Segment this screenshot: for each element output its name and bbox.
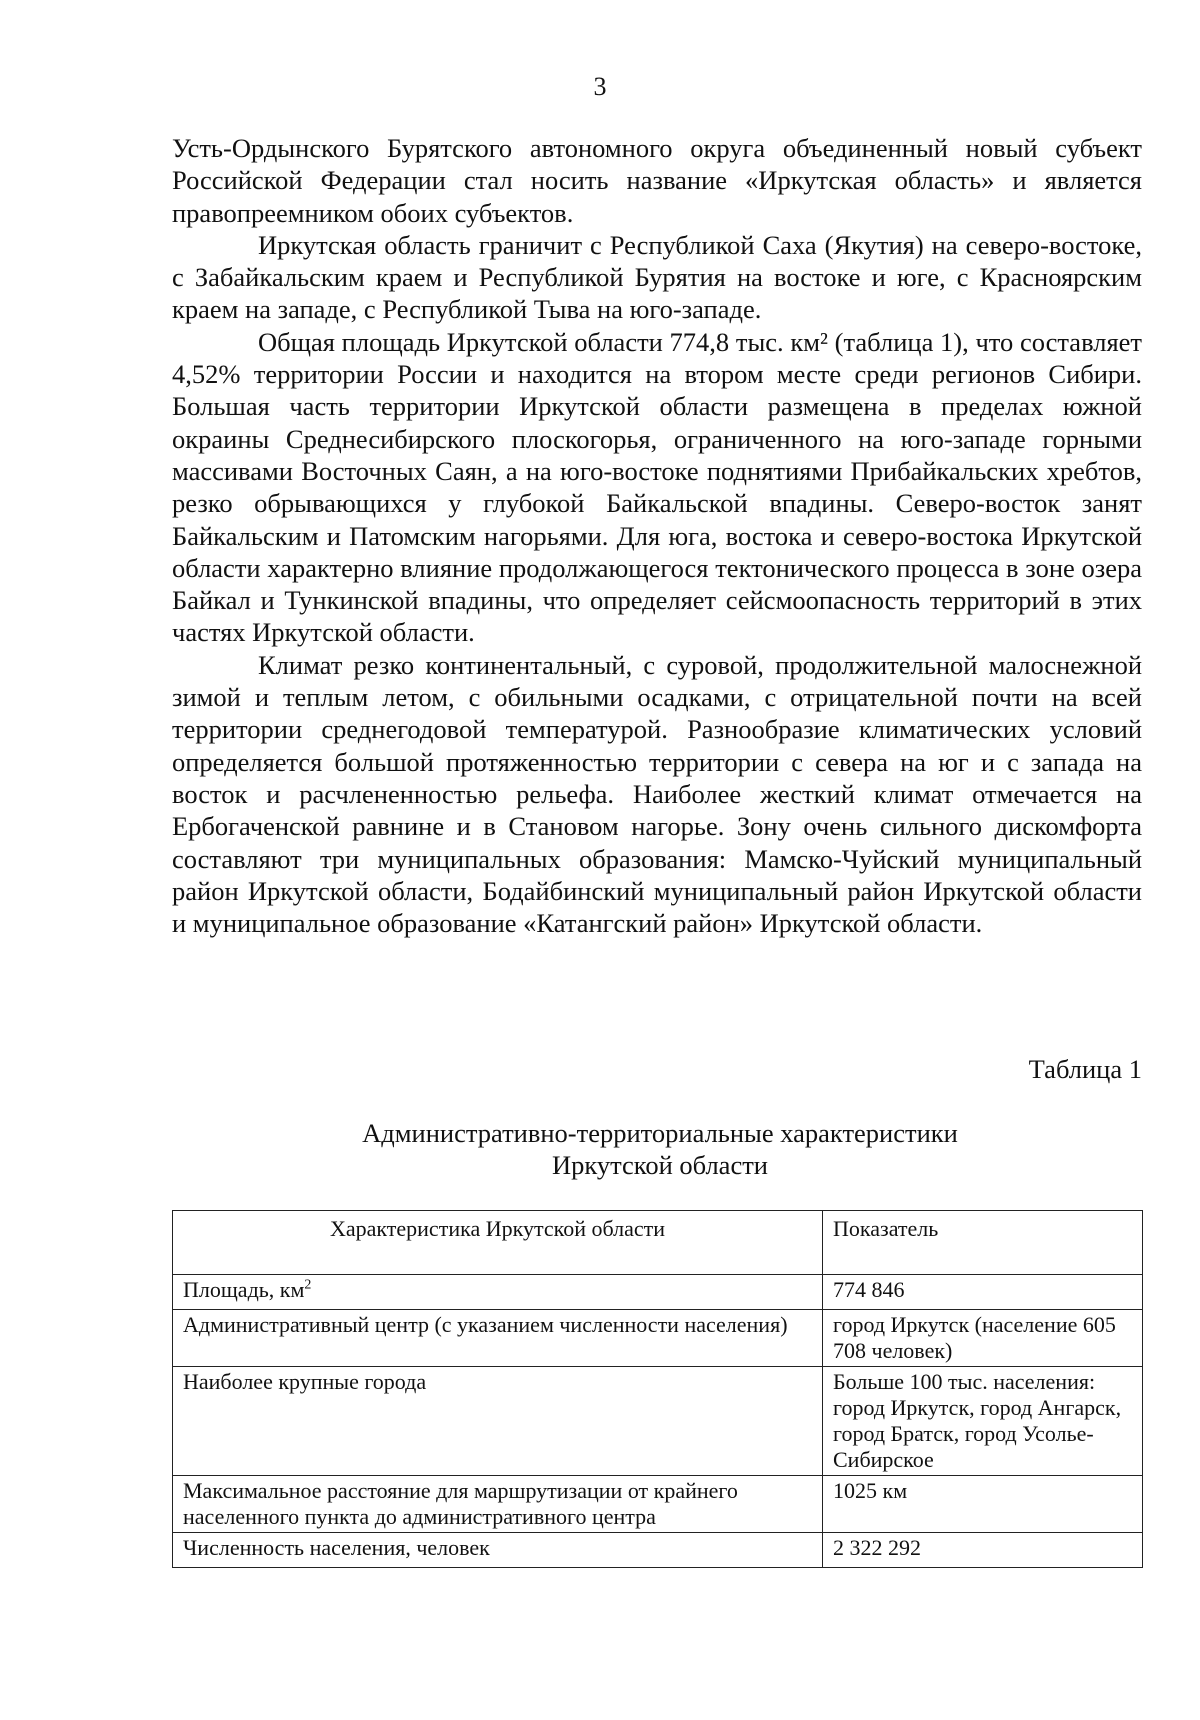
paragraph-area: Общая площадь Иркутской области 774,8 тыс. км² (таблица 1), что составляет 4,52% территории России и находится на втором месте среди регионов Сибири. Большая часть территории Иркутской области размещена в пределах южной окраины Среднесибирского плоскогорья, ограниченного на юго-западе горными массивами Восточных Саян, а на юго-востоке поднятиями Прибайкальских хребтов, резко обрывающихся у глубокой Байкальской впадины. Северо-восток занят Байкальским и Патомским нагорьями. Для юга, востока и северо-востока Иркутской области характерно влияние продолжающегося тектонического процесса в зоне озера Байкал и Тункинской впадины, что определяет сейсмоопасность территорий в этих частях Иркутской области. [172, 326, 1142, 648]
table-row-cities [173, 1367, 1143, 1476]
cell-distance-label: Максимальное расстояние для маршрутизации от крайнего населенного пункта до административного центра [173, 1476, 823, 1533]
cell-distance-value: 1025 км [823, 1476, 1143, 1533]
table-row-distance [173, 1476, 1143, 1533]
table-title-line-1: Административно-территориальные характеристики [362, 1118, 958, 1148]
paragraph-borders: Иркутская область граничит с Республикой Саха (Якутия) на северо-востоке, с Забайкальским краем и Республикой Бурятия на востоке и юге, с Красноярским краем на западе, с Республикой Тыва на юго-западе. [172, 229, 1142, 325]
cell-population-value: 2 322 292 [823, 1533, 1143, 1568]
paragraph-climate: Климат резко континентальный, с суровой, продолжительной малоснежной зимой и теплым летом, с обильными осадками, с отрицательной почти на всей территории среднегодовой температурой. Разнообразие климатических условий определяется большой протяженностью территории с севера на юг и с запада на восток и расчлененностью рельефа. Наиболее жесткий климат отмечается на Ербогаченской равнине и в Становом нагорье. Зону очень сильного дискомфорта составляют три муниципальных образования: Мамско-Чуйский муниципальный район Иркутской области, Бодайбинский муниципальный район Иркутской области и муниципальное образование «Катангский район» Иркутской области. [172, 649, 1142, 939]
cell-cities-label: Наиболее крупные города [173, 1367, 823, 1476]
cell-cities-value: Больше 100 тыс. населения: город Иркутск, город Ангарск, город Братск, город Усолье-Сибирское [823, 1367, 1143, 1476]
paragraph-continuation: Усть-Ордынского Бурятского автономного округа объединенный новый субъект Российской Федерации стал носить название «Иркутская область» и является правопреемником обоих субъектов. [172, 133, 1142, 228]
cell-area-value: 774 846 [823, 1275, 1143, 1310]
table-row-area [173, 1275, 1143, 1310]
page-number: 3 [593, 72, 607, 101]
table-row-population [173, 1533, 1143, 1568]
characteristics-table [172, 1210, 1143, 1568]
cell-center-label: Административный центр (с указанием численности населения) [173, 1310, 823, 1367]
table-title-line-2: Иркутской области [552, 1150, 768, 1180]
table-title [172, 1117, 1148, 1181]
area-label-superscript: 2 [304, 1277, 312, 1293]
table-header-row [173, 1211, 1143, 1275]
cell-center-value: город Иркутск (население 605 708 человек) [823, 1310, 1143, 1367]
header-characteristic: Характеристика Иркутской области [173, 1211, 823, 1275]
cell-population-label: Численность населения, человек [173, 1533, 823, 1568]
area-label-text: Площадь, км [183, 1277, 305, 1302]
table-caption: Таблица 1 [1028, 1054, 1142, 1084]
table-row-center [173, 1310, 1143, 1367]
cell-area-label [173, 1275, 823, 1310]
header-value: Показатель [823, 1211, 1143, 1275]
body-text [172, 132, 1142, 939]
